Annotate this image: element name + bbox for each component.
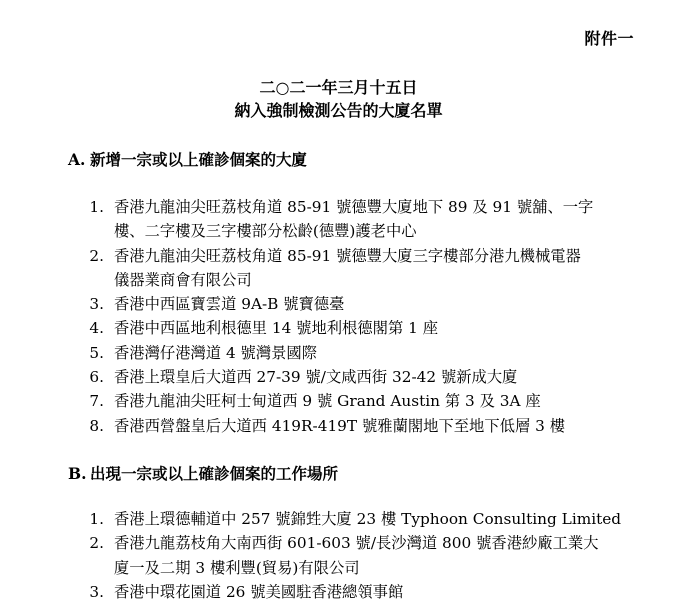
list-item — [76, 580, 646, 604]
list-item — [76, 316, 646, 340]
section-a-heading — [68, 148, 307, 170]
title-subject: 納入強制檢測公告的大廈名單 — [234, 101, 443, 120]
item-text — [114, 292, 646, 316]
item-number: 2. — [89, 246, 104, 265]
item-text-line: 香港灣仔港灣道 4 號灣景國際 — [114, 343, 318, 362]
item-text — [114, 507, 646, 531]
item-text — [114, 195, 646, 244]
item-text-line: 香港九龍油尖旺荔枝角道 85-91 號德豐大廈三字樓部分港九機械電器 — [114, 246, 581, 265]
item-number: 1. — [89, 510, 104, 528]
item-text-line: 香港九龍油尖旺荔枝角道 85-91 號德豐大廈地下 89 及 91 號舖、一字 — [114, 198, 594, 216]
item-number: 6. — [89, 368, 104, 387]
item-text — [114, 389, 646, 413]
list-item — [76, 341, 646, 365]
list-item — [76, 414, 646, 438]
item-number: 3. — [89, 295, 104, 314]
item-number: 1. — [89, 198, 104, 216]
list-item — [76, 531, 646, 580]
item-text-line: 香港中西區地利根德里 14 號地利根德閣第 1 座 — [114, 319, 438, 338]
item-text-line: 樓、二字樓及三字樓部分松齡(德豐)護老中心 — [114, 222, 417, 241]
item-number: 5. — [89, 343, 104, 362]
item-number: 2. — [89, 534, 104, 553]
item-text — [114, 341, 646, 365]
item-text — [114, 531, 646, 580]
list-item — [76, 365, 646, 389]
item-text-line: 廈一及二期 3 樓利豐(貿易)有限公司 — [114, 558, 360, 577]
list-item — [76, 292, 646, 316]
list-item — [76, 389, 646, 413]
item-text — [114, 580, 646, 604]
item-text-line: 香港上環皇后大道西 27-39 號/文咸西街 32-42 號新成大廈 — [114, 368, 518, 387]
item-text-line: 香港西營盤皇后大道西 419R-419T 號雅蘭閣地下至地下低層 3 樓 — [114, 416, 565, 435]
item-text — [114, 244, 646, 293]
item-text — [114, 414, 646, 438]
list-item — [76, 244, 646, 293]
section-a-list — [76, 195, 646, 438]
document-title — [0, 76, 677, 122]
section-a-letter: A. — [68, 150, 86, 169]
section-b-title: 出現一宗或以上確診個案的工作場所 — [90, 464, 339, 483]
item-number: 3. — [89, 582, 104, 601]
item-text-line: 香港九龍荔枝角大南西街 601-603 號/長沙灣道 800 號香港紗廠工業大 — [114, 534, 599, 553]
section-b-heading — [68, 462, 338, 484]
section-b-letter: B. — [68, 464, 87, 483]
item-text-line: 香港九龍油尖旺柯士甸道西 9 號 Grand Austin 第 3 及 3A 座 — [114, 392, 541, 411]
item-text-line: 香港中環花園道 26 號美國駐香港總領事館 — [114, 582, 404, 601]
item-text — [114, 316, 646, 340]
item-text — [114, 365, 646, 389]
item-text-line: 香港中西區寶雲道 9A-B 號寶德臺 — [114, 295, 345, 314]
item-text-line: 香港上環德輔道中 257 號錦甡大廈 23 樓 Typhoon Consulting Limited — [114, 510, 622, 528]
annex-label: 附件一 — [584, 29, 634, 48]
section-b-list — [76, 507, 646, 604]
item-number: 4. — [89, 319, 104, 338]
list-item — [76, 507, 646, 531]
item-number: 8. — [89, 416, 104, 435]
item-text-line: 儀器業商會有限公司 — [114, 270, 252, 289]
section-a-title: 新增一宗或以上確診個案的大廈 — [90, 150, 308, 169]
title-date: 二○二一年三月十五日 — [259, 78, 418, 97]
list-item — [76, 195, 646, 244]
item-number: 7. — [89, 392, 104, 411]
